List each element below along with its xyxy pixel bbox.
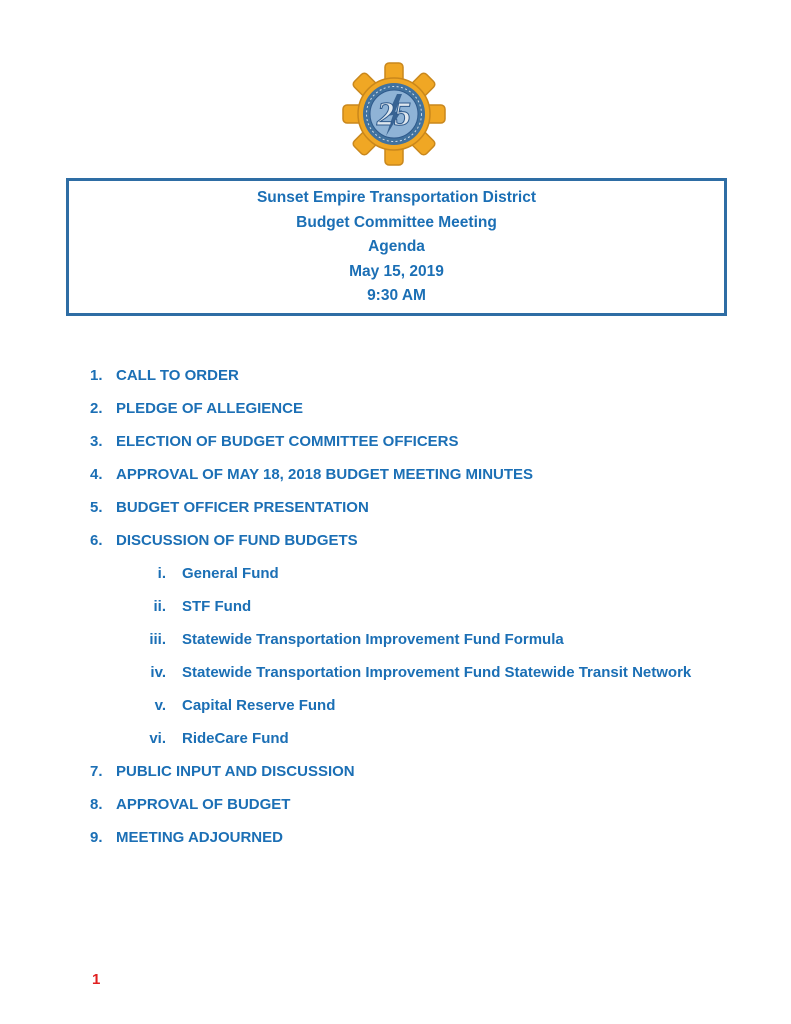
logo-anniversary-number: 25 — [377, 96, 411, 133]
agenda-item-number: 7. — [90, 763, 103, 780]
agenda-item — [90, 531, 750, 564]
agenda-item — [90, 498, 750, 531]
agenda-item-number: 6. — [90, 532, 103, 549]
agenda-item — [90, 399, 750, 432]
agenda-item-label: PLEDGE OF ALLEGIENCE — [116, 400, 303, 417]
agenda-item-label: MEETING ADJOURNED — [116, 829, 283, 846]
agenda-sub-item-label: Statewide Transportation Improvement Fund Formula — [182, 631, 564, 648]
agenda-sub-item-label: RideCare Fund — [182, 730, 289, 747]
agenda-sub-item-number: vi. — [149, 730, 166, 747]
agenda-sub-item-label: STF Fund — [182, 598, 252, 615]
agenda-item-number: 2. — [90, 400, 103, 417]
agenda-sub-item — [90, 564, 750, 597]
agenda-sub-item-number: ii. — [153, 598, 166, 615]
agenda-item-label: APPROVAL OF BUDGET — [116, 796, 291, 813]
meeting-header-box — [66, 178, 727, 316]
district-logo — [338, 60, 450, 168]
agenda-item-number: 5. — [90, 499, 103, 516]
agenda-sub-item-number: v. — [154, 697, 166, 714]
agenda-item — [90, 465, 750, 498]
agenda-sub-item — [90, 630, 750, 663]
agenda-item-number: 3. — [90, 433, 103, 450]
meeting-name-line: Budget Committee Meeting — [296, 213, 497, 231]
agenda-list — [90, 366, 750, 861]
agenda-item — [90, 795, 750, 828]
agenda-title-line: Agenda — [368, 238, 425, 256]
agenda-sub-item-number: iii. — [149, 631, 166, 648]
agenda-sub-item — [90, 597, 750, 630]
agenda-item — [90, 828, 750, 861]
agenda-item-label: APPROVAL OF MAY 18, 2018 BUDGET MEETING MINUTES — [116, 466, 534, 483]
agenda-item-label: DISCUSSION OF FUND BUDGETS — [116, 532, 358, 549]
agenda-sub-item — [90, 729, 750, 762]
agenda-item-label: PUBLIC INPUT AND DISCUSSION — [116, 763, 355, 780]
agenda-item-number: 4. — [90, 466, 103, 483]
agenda-item-number: 8. — [90, 796, 103, 813]
logo-25th-anniversary-gear-icon — [338, 60, 450, 168]
agenda-sub-item-label: Statewide Transportation Improvement Fund Statewide Transit Network — [182, 664, 692, 681]
meeting-date-line: May 15, 2019 — [349, 262, 444, 280]
agenda-sub-item-label: General Fund — [182, 565, 279, 582]
agenda-sub-item-label: Capital Reserve Fund — [182, 697, 336, 714]
agenda-sub-item — [90, 663, 750, 696]
agenda-item-number: 1. — [90, 367, 103, 384]
agenda-item — [90, 762, 750, 795]
agenda-sub-item-number: i. — [157, 565, 166, 582]
page-number: 1 — [92, 971, 101, 988]
district-name-line: Sunset Empire Transportation District — [256, 189, 537, 207]
agenda-sub-item — [90, 696, 750, 729]
agenda-item-label: BUDGET OFFICER PRESENTATION — [116, 499, 369, 516]
agenda-item-label: ELECTION OF BUDGET COMMITTEE OFFICERS — [116, 433, 459, 450]
agenda-item — [90, 432, 750, 465]
meeting-time-line: 9:30 AM — [367, 287, 426, 305]
agenda-item-number: 9. — [90, 829, 103, 846]
agenda-item — [90, 366, 750, 399]
agenda-item-label: CALL TO ORDER — [116, 367, 239, 384]
agenda-sub-item-number: iv. — [150, 664, 166, 681]
